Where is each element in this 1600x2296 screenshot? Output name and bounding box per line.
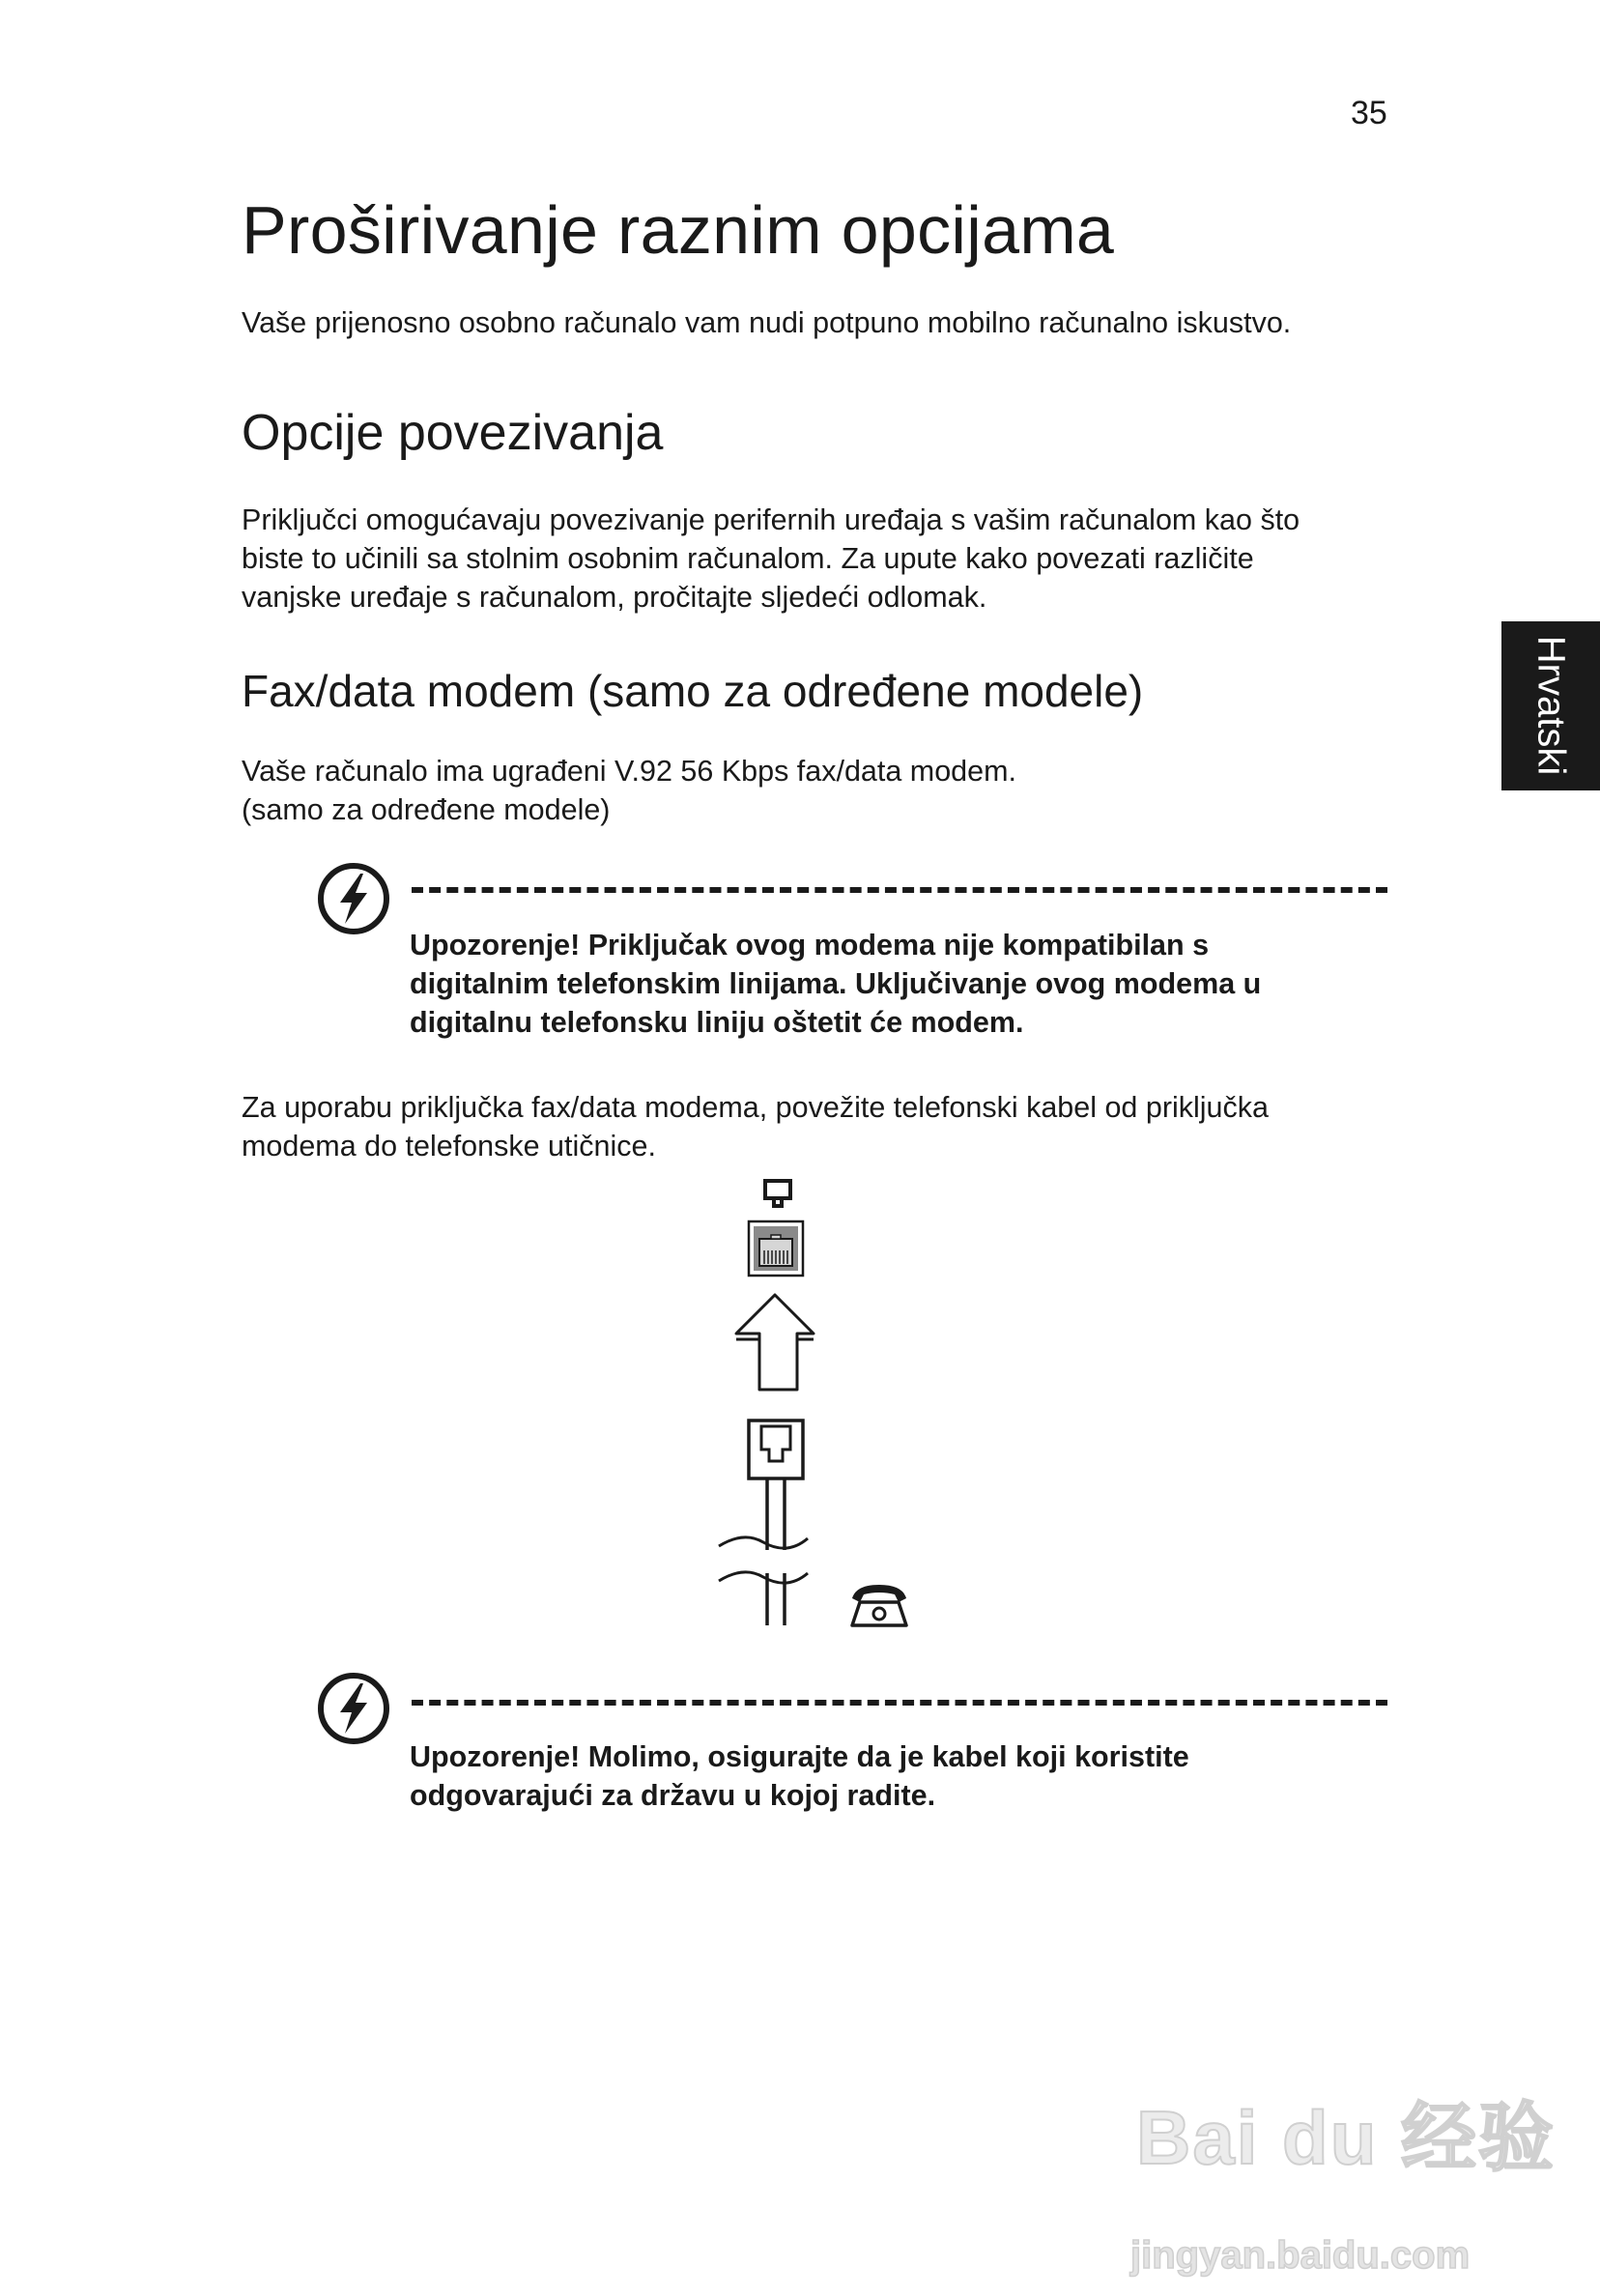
warning-divider (412, 887, 1387, 893)
warning-text (410, 926, 1395, 1042)
page-title: Proširivanje raznim opcijama (242, 192, 1115, 268)
text-line: digitalnim telefonskim linijama. Uključivanje ovog modema u (410, 967, 1262, 1000)
arrow-up-icon (736, 1295, 814, 1390)
text-line: odgovarajući za državu u kojoj radite. (410, 1779, 936, 1812)
warning-bolt-icon (315, 860, 392, 937)
modem-connection-diagram (705, 1171, 918, 1635)
connectivity-paragraph (242, 501, 1401, 617)
text-line: Priključci omogućavaju povezivanje perifernih uređaja s vašim računalom kao što (242, 503, 1300, 536)
watermark-logo: Bai du 经验 (1136, 2095, 1557, 2180)
telephone-icon (852, 1585, 906, 1625)
intro-paragraph: Vaše prijenosno osobno računalo vam nudi potpuno mobilno računalno iskustvo. (242, 306, 1292, 339)
page-number: 35 (1351, 95, 1387, 131)
text-line: Vaše računalo ima ugrađeni V.92 56 Kbps fax/data modem. (242, 755, 1016, 788)
text-line: vanjske uređaje s računalom, pročitajte sljedeći odlomak. (242, 581, 987, 614)
text-line: Upozorenje! Molimo, osigurajte da je kabel koji koristite (410, 1740, 1189, 1773)
text-line: Za uporabu priključka fax/data modema, povežite telefonski kabel od priključka (242, 1091, 1269, 1124)
text-line: biste to učinili sa stolnim osobnim računalom. Za upute kako povezati različite (242, 542, 1254, 575)
text-line: digitalnu telefonsku liniju oštetit će modem. (410, 1006, 1024, 1039)
warning-text (410, 1737, 1395, 1815)
modem-port-symbol-icon (765, 1181, 790, 1206)
text-line: (samo za određene modele) (242, 793, 611, 826)
rj11-jack-icon (749, 1221, 803, 1276)
cable-break-icon (719, 1537, 808, 1583)
language-tab-label: Hrvatski (1529, 635, 1573, 776)
text-line: Upozorenje! Priključak ovog modema nije kompatibilan s (410, 929, 1210, 961)
language-tab (1501, 621, 1600, 790)
warning-divider (412, 1700, 1387, 1706)
watermark-url: jingyan.baidu.com (1130, 2234, 1471, 2277)
modem-paragraph (242, 752, 1401, 829)
section-heading-connectivity: Opcije povezivanja (242, 405, 664, 461)
usage-paragraph (242, 1088, 1401, 1165)
section-heading-modem: Fax/data modem (samo za određene modele) (242, 666, 1144, 716)
rj11-plug-icon (749, 1421, 803, 1625)
warning-bolt-icon (315, 1670, 392, 1747)
text-line: modema do telefonske utičnice. (242, 1130, 656, 1162)
